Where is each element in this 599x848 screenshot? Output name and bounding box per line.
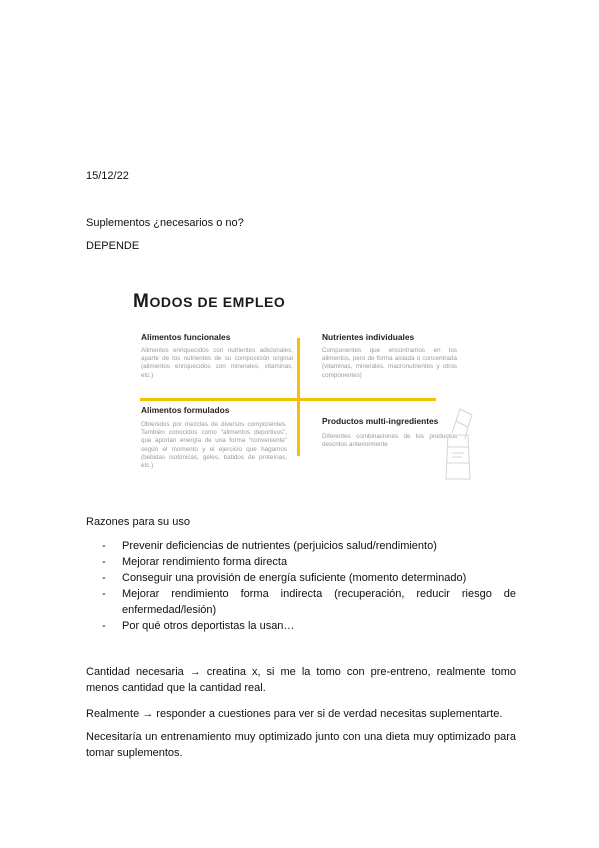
list-item-text: Conseguir una provisión de energía suficiente (momento determinado) — [122, 572, 467, 584]
list-item — [86, 570, 516, 586]
list-item — [86, 538, 516, 554]
quadrant-formulated-text: Obtenidos por mezclas de diversos componentes. También conocidos como “alimentos deportivos”, que aportan energía de una forma “conveniente” según el momento y el ejercicio que hagamos (bebidas isotónicas, geles, batidos de proteínas, etc.) — [141, 421, 287, 470]
quadrant-vertical-divider — [297, 338, 300, 456]
quadrant-horizontal-divider — [140, 398, 436, 401]
list-dash: - — [102, 556, 106, 568]
figure-title-cap: M — [133, 291, 150, 312]
quadrant-individual-text: Componentes que encontramos en los alimentos, pero de forma aislada o concentrada (vitaminas, minerales, macronutrientes y otros componentes) — [322, 347, 457, 379]
supplement-bottle-icon — [438, 405, 478, 483]
reasons-list — [86, 538, 516, 634]
list-item — [86, 618, 516, 634]
list-item-text: Mejorar rendimiento forma directa — [122, 556, 288, 568]
list-dash: - — [102, 572, 106, 584]
reasons-heading: Razones para su uso — [86, 516, 190, 528]
quadrant-multi-text: Diferentes combinaciones de los productos descritos anteriormente — [322, 433, 457, 449]
date-text: 15/12/22 — [86, 170, 129, 182]
quadrant-individual-title: Nutrientes individuales — [322, 332, 415, 342]
answer-text: DEPENDE — [86, 240, 140, 252]
list-dash: - — [102, 588, 106, 600]
quadrant-formulated-title: Alimentos formulados — [141, 405, 230, 415]
quadrant-multi-title: Productos multi-ingredientes — [322, 416, 439, 426]
list-item — [86, 554, 516, 570]
list-item-text: Prevenir deficiencias de nutrientes (perjuicios salud/rendimiento) — [122, 540, 437, 552]
figure-title-rest: ODOS DE EMPLEO — [149, 294, 286, 310]
question-text: Suplementos ¿necesarios o no? — [86, 217, 244, 229]
quadrant-functional-title: Alimentos funcionales — [141, 332, 231, 342]
quadrant-functional-text: Alimentos enriquecidos con nutrientes adicionales, aparte de los nutrientes de su composición original (alimentos enriquecidos con minerales, vitaminas, etc.) — [141, 347, 293, 379]
list-dash: - — [102, 620, 106, 632]
list-dash: - — [102, 540, 106, 552]
list-item — [86, 586, 516, 618]
paragraph-quantity: Cantidad necesaria → creatina x, si me la tomo con pre-entreno, realmente tomo menos cantidad que la cantidad real. — [86, 666, 516, 694]
list-item-text: Mejorar rendimiento forma indirecta (recuperación, reducir riesgo de enfermedad/lesión) — [122, 588, 516, 616]
paragraph-training: Necesitaría un entrenamiento muy optimizado junto con una dieta muy optimizado para tomar suplementos. — [86, 731, 516, 759]
list-item-text: Por qué otros deportistas la usan… — [122, 620, 295, 632]
paragraph-really: Realmente → responder a cuestiones para ver si de verdad necesitas suplementarte. — [86, 708, 503, 720]
figure-title — [133, 291, 285, 313]
modes-of-use-figure — [130, 283, 482, 483]
